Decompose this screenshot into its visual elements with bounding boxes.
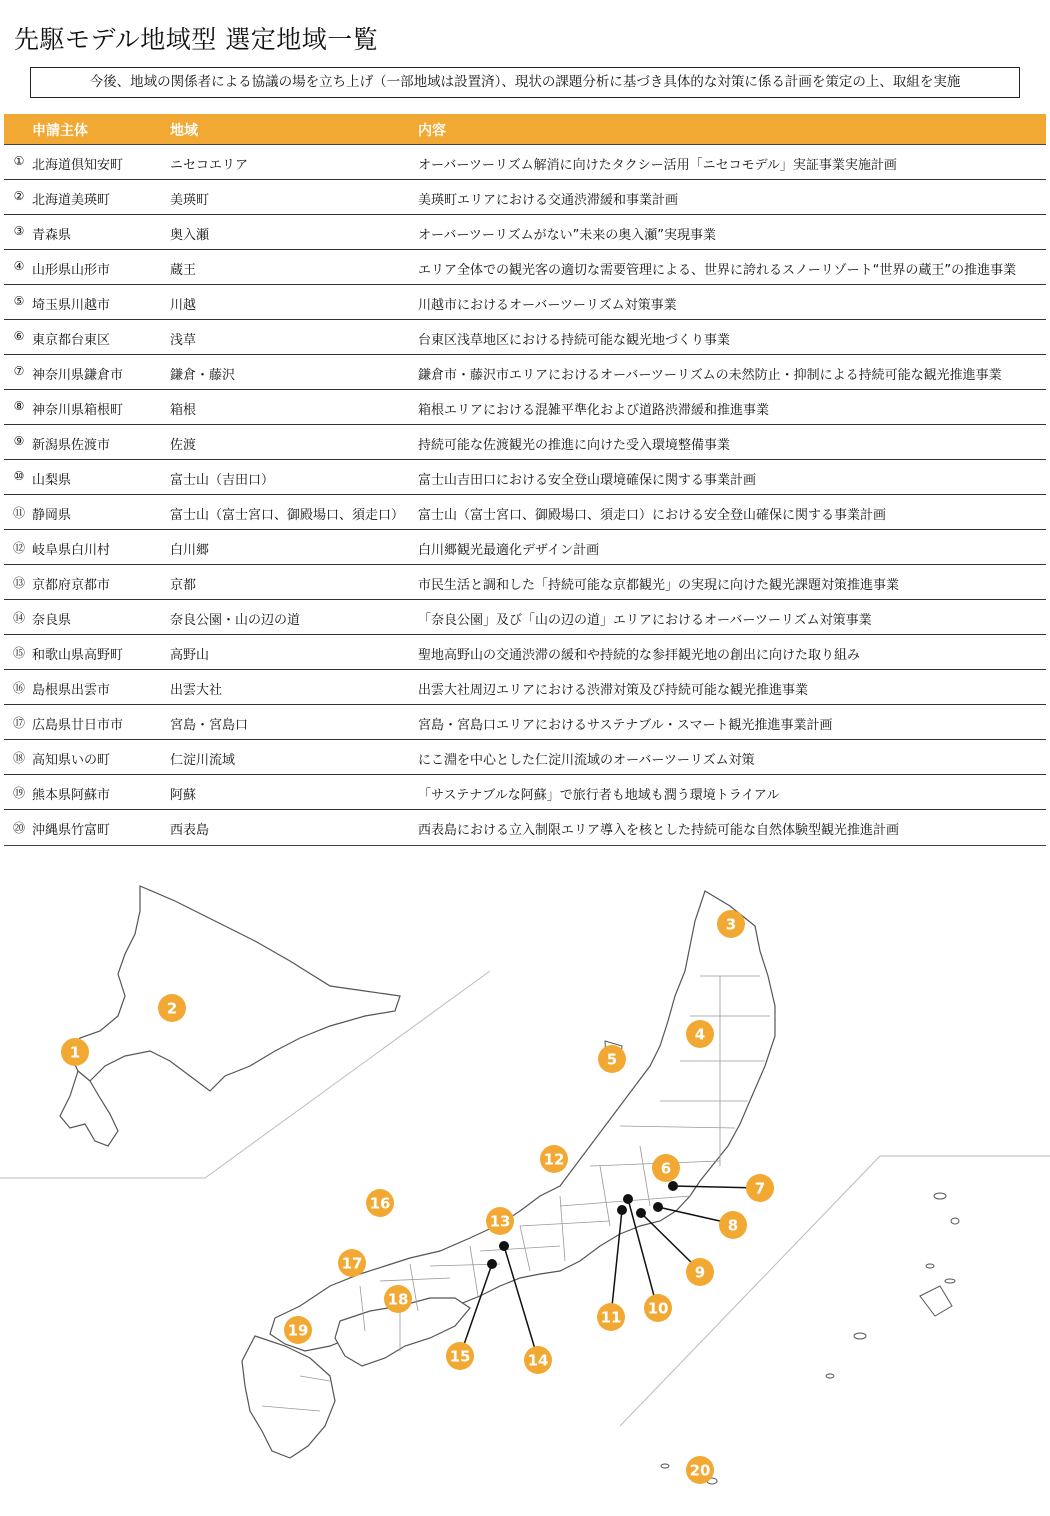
row-content: 「サステナブルな阿蘇」で旅行者も地域も潤う環境トライアル [418,788,780,803]
table-row [4,600,1046,635]
row-applicant: 高知県いの町 [32,753,111,768]
marker-label: 4 [694,1025,706,1044]
table-row [4,320,1046,355]
header-area: 地域 [170,123,198,139]
table-row [4,180,1046,215]
row-applicant: 北海道美瑛町 [32,193,111,208]
row-number: ③ [13,224,25,238]
row-number: ⑥ [13,329,25,343]
map-marker-3 [717,910,745,938]
japan-map [0,866,1050,1516]
marker-label: 11 [600,1308,622,1327]
marker-label: 17 [341,1254,363,1273]
row-content: エリア全体での観光客の適切な需要管理による、世界に誇れるスノーリゾート“世界の蔵王”の推進事業 [418,263,1017,278]
row-area: 蔵王 [170,263,197,278]
row-number: ⑧ [13,399,25,413]
table-header [4,114,1046,145]
row-content: 市民生活と調和した「持続可能な京都観光」の実現に向けた観光課題対策推進事業 [418,578,900,593]
row-number: ⑱ [12,751,25,765]
row-number: ⑫ [12,541,25,555]
row-number: ④ [13,259,25,273]
row-area: 富士山（富士宮口、御殿場口、須走口） [170,508,405,523]
table-row [4,775,1046,810]
row-content: 持続可能な佐渡観光の推進に向けた受入環境整備事業 [418,438,731,453]
marker-label: 3 [725,915,737,934]
map-marker-18 [384,1285,412,1313]
table-row [4,425,1046,460]
table-row [4,390,1046,425]
row-number: ⑰ [12,716,25,730]
row-number: ⑩ [13,469,25,483]
marker-label: 12 [543,1150,565,1169]
row-content: 富士山吉田口における安全登山環境確保に関する事業計画 [418,473,757,488]
row-area: 高野山 [170,648,210,663]
table-row [4,810,1046,845]
map-marker-17 [338,1249,366,1277]
table-row [4,635,1046,670]
row-content: 西表島における立入制限エリア導入を核とした持続可能な自然体験型観光推進計画 [418,823,900,838]
table-row [4,250,1046,285]
map-marker-19 [284,1316,312,1344]
map-svg [0,866,1050,1516]
row-applicant: 京都府京都市 [32,578,111,593]
table-row [4,495,1046,530]
table-row [4,530,1046,565]
row-content: 「奈良公園」及び「山の辺の道」エリアにおけるオーバーツーリズム対策事業 [418,613,872,628]
row-area: 浅草 [170,333,197,348]
map-marker-15 [446,1342,474,1370]
marker-label: 14 [527,1351,549,1370]
row-area: 奈良公園・山の辺の道 [170,613,301,628]
marker-label: 6 [660,1159,672,1178]
row-applicant: 神奈川県鎌倉市 [32,368,124,383]
row-area: 阿蘇 [170,788,197,803]
row-number: ⑮ [12,646,25,660]
marker-label: 20 [689,1461,711,1480]
row-content: 宮島・宮島口エリアにおけるサステナブル・スマート観光推進事業計画 [418,718,833,733]
row-content: にこ淵を中心とした仁淀川流域のオーバーツーリズム対策 [418,753,755,768]
marker-label: 18 [387,1290,409,1309]
row-number: ⑤ [13,294,25,308]
map-marker-13 [486,1207,514,1235]
row-applicant: 広島県廿日市市 [32,718,124,733]
row-applicant: 和歌山県高野町 [32,648,124,663]
hokkaido-outline [70,886,400,1091]
row-area: 奥入瀬 [170,228,210,243]
row-applicant: 山形県山形市 [32,263,111,278]
row-content: オーバーツーリズム解消に向けたタクシー活用「ニセコモデル」実証事業実施計画 [418,158,897,173]
table-row [4,355,1046,390]
table-row [4,145,1046,180]
row-applicant: 新潟県佐渡市 [32,438,111,453]
row-number: ⑲ [12,786,25,800]
table-row [4,670,1046,705]
page-title: 先駆モデル地域型 選定地域一覧 [14,25,379,54]
map-marker-1 [61,1038,89,1066]
kyushu-outline [242,1336,335,1458]
row-number: ① [13,154,25,168]
row-applicant: 岐阜県白川村 [32,543,111,558]
row-number: ⑪ [12,506,25,520]
row-number: ⑬ [12,576,25,590]
row-area: 川越 [170,298,197,313]
marker-label: 2 [166,999,178,1018]
row-area: 出雲大社 [170,683,223,698]
row-area: 佐渡 [170,438,197,453]
summary-box: 今後、地域の関係者による協議の場を立ち上げ（一部地域は設置済）、現状の課題分析に基づき具体的な対策に係る計画を策定の上、取組を実施 [30,67,1020,98]
row-content: 白川郷観光最適化デザイン計画 [418,543,600,558]
map-marker-8 [719,1211,747,1239]
map-marker-14 [524,1346,552,1374]
header-content: 内容 [418,123,446,139]
row-applicant: 東京都台東区 [32,333,111,348]
header-applicant: 申請主体 [32,123,88,139]
row-applicant: 埼玉県川越市 [32,298,111,313]
row-content: オーバーツーリズムがない”未来の奥入瀬”実現事業 [418,228,717,243]
marker-label: 8 [727,1216,739,1235]
map-marker-5 [598,1045,626,1073]
map-marker-11 [597,1303,625,1331]
row-content: 川越市におけるオーバーツーリズム対策事業 [418,298,677,313]
row-content: 聖地高野山の交通渋滞の緩和や持続的な参拝観光地の創出に向けた取り組み [418,648,861,663]
row-applicant: 沖縄県竹富町 [32,823,111,838]
row-number: ⑦ [13,364,25,378]
table-row [4,460,1046,495]
row-area: 京都 [170,578,197,593]
row-content: 富士山（富士宮口、御殿場口、須走口）における安全登山確保に関する事業計画 [418,508,887,523]
table-row [4,705,1046,740]
row-number: ② [13,189,25,203]
table-row [4,740,1046,775]
table-row [4,565,1046,600]
row-applicant: 北海道倶知安町 [32,158,124,173]
marker-label: 13 [489,1212,511,1231]
map-marker-10 [644,1294,672,1322]
hokkaido-peninsula [60,1071,118,1146]
row-number: ⑭ [12,611,25,625]
row-applicant: 熊本県阿蘇市 [32,788,111,803]
map-marker-16 [366,1189,394,1217]
row-applicant: 神奈川県箱根町 [32,403,124,418]
row-applicant: 青森県 [32,228,72,243]
marker-label: 1 [69,1043,81,1062]
table-row [4,285,1046,320]
map-marker-2 [158,994,186,1022]
row-area: 鎌倉・藤沢 [170,368,236,383]
row-number: ⑳ [12,821,25,835]
map-marker-6 [652,1154,680,1182]
marker-label: 10 [647,1299,669,1318]
row-area: 宮島・宮島口 [170,718,249,733]
table-body [4,145,1046,845]
row-content: 箱根エリアにおける混雑平準化および道路渋滞緩和推進事業 [418,403,770,418]
map-marker-12 [540,1145,568,1173]
row-applicant: 静岡県 [32,508,72,523]
row-area: 西表島 [170,823,210,838]
row-area: 白川郷 [170,543,210,558]
row-area: 富士山（吉田口） [170,473,275,488]
marker-label: 7 [754,1179,766,1198]
row-content: 出雲大社周辺エリアにおける渋滞対策及び持続可能な観光推進事業 [418,683,809,698]
map-marker-4 [686,1020,714,1048]
table-row [4,215,1046,250]
row-content: 台東区浅草地区における持続可能な観光地づくり事業 [418,333,731,348]
marker-label: 9 [694,1263,706,1282]
region-table [4,114,1046,846]
row-area: 箱根 [170,403,197,418]
row-applicant: 島根県出雲市 [32,683,111,698]
map-marker-7 [746,1174,774,1202]
map-marker-20 [686,1456,714,1484]
marker-label: 16 [369,1194,391,1213]
row-area: 仁淀川流域 [170,753,236,768]
marker-label: 15 [449,1347,471,1366]
row-applicant: 山梨県 [32,473,72,488]
row-area: 美瑛町 [170,193,210,208]
row-number: ⑯ [12,681,25,695]
row-content: 美瑛町エリアにおける交通渋滞緩和事業計画 [418,193,679,208]
marker-label: 19 [287,1321,309,1340]
row-area: ニセコエリア [170,158,249,173]
map-marker-9 [686,1258,714,1286]
row-applicant: 奈良県 [32,613,72,628]
row-number: ⑨ [13,434,25,448]
marker-label: 5 [606,1050,618,1069]
row-content: 鎌倉市・藤沢市エリアにおけるオーバーツーリズムの未然防止・抑制による持続可能な観光推進事業 [418,368,1002,383]
